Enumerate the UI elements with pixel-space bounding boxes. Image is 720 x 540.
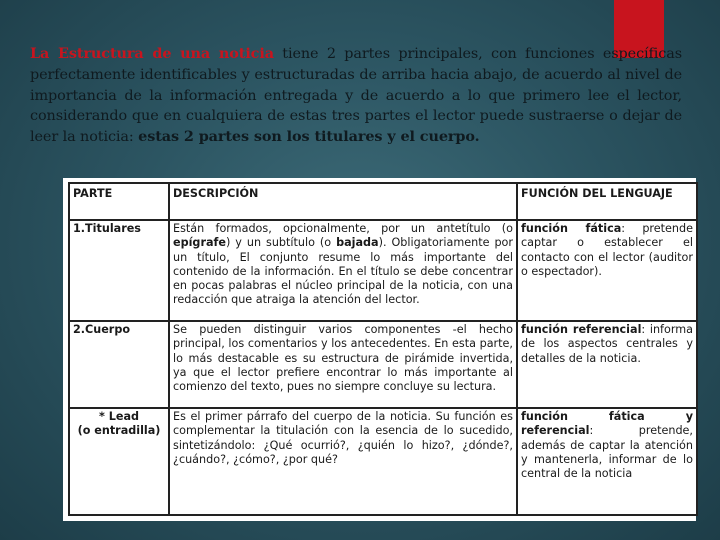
description-titulares — [169, 220, 517, 321]
function-cuerpo — [517, 321, 697, 408]
description-term-bajada: bajada — [336, 236, 379, 250]
part-lead — [69, 408, 169, 515]
part-cuerpo: 2.Cuerpo — [69, 321, 169, 408]
function-text: : pretende, además de captar la atención y mantenerla, informar de lo central de la noticia — [521, 424, 693, 481]
function-lead — [517, 408, 697, 515]
function-titulares — [517, 220, 697, 321]
description-term-epigrafe: epígrafe — [173, 236, 226, 250]
description-text: ) y un subtítulo (o — [225, 236, 337, 250]
part-lead-line2: (o entradilla) — [77, 424, 161, 438]
description-text: Se pueden distinguir varios componentes -el hecho principal, los comentarios y los antecedentes. En esta parte, lo más destacable es su estructura de pirámide invertida, ya que el lector prefiere encontrar lo más importante al comienzo del texto, pues no siempre concluye su lectura. — [173, 323, 513, 394]
function-name: función fática y referencial — [521, 410, 693, 438]
news-structure-table-image — [63, 178, 696, 521]
intro-text: tiene 2 partes principales, con funciones específicas perfectamente identificables y estructuradas de arriba hacia abajo, de acuerdo al nivel de importancia de la información entregada y de acuerdo a lo que primero lee el lector, considerando que en cualquiera de estas tres partes el lector puede sustraerse o dejar de leer la noticia: — [30, 46, 682, 146]
intro-paragraph — [30, 44, 682, 148]
function-text: : pretende captar o establecer el contacto con el lector (auditor o espectador). — [521, 222, 693, 278]
description-text: ). Obligatoriamente por un título, El conjunto resume lo más importante del contenido de la información. En el título se debe concentrar en pocas palabras el núcleo principal de la noticia, con una redacción que atraiga la atención del lector. — [173, 236, 513, 307]
table-header-row — [69, 183, 697, 220]
table-row-lead — [69, 408, 697, 515]
part-titulares: 1.Titulares — [69, 220, 169, 321]
intro-title: La Estructura de una noticia — [30, 45, 274, 62]
description-text: Están formados, opcionalmente, por un antetítulo (o — [173, 222, 513, 235]
function-name: función fática — [521, 222, 622, 235]
description-cuerpo — [169, 321, 517, 408]
intro-emphasis: estas 2 partes son los titulares y el cuerpo. — [138, 128, 480, 146]
header-function: FUNCIÓN DEL LENGUAJE — [517, 183, 697, 220]
news-structure-table — [68, 182, 698, 516]
header-description: DESCRIPCIÓN — [169, 183, 517, 220]
description-lead — [169, 408, 517, 515]
function-name: función referencial — [521, 323, 642, 336]
table-row-cuerpo — [69, 321, 697, 408]
function-text: : informa de los aspectos centrales y detalles de la noticia. — [521, 323, 693, 365]
description-text: Es el primer párrafo del cuerpo de la noticia. Su función es complementar la titulación con la esencia de lo sucedido, sintetizándolo: ¿Qué ocurrió?, ¿quién lo hizo?, ¿dónde?, ¿cuándo?, ¿cómo?, ¿por qué? — [173, 410, 513, 466]
table-row-titulares — [69, 220, 697, 321]
part-lead-line1: * Lead — [98, 410, 140, 423]
header-part: PARTE — [69, 183, 169, 220]
